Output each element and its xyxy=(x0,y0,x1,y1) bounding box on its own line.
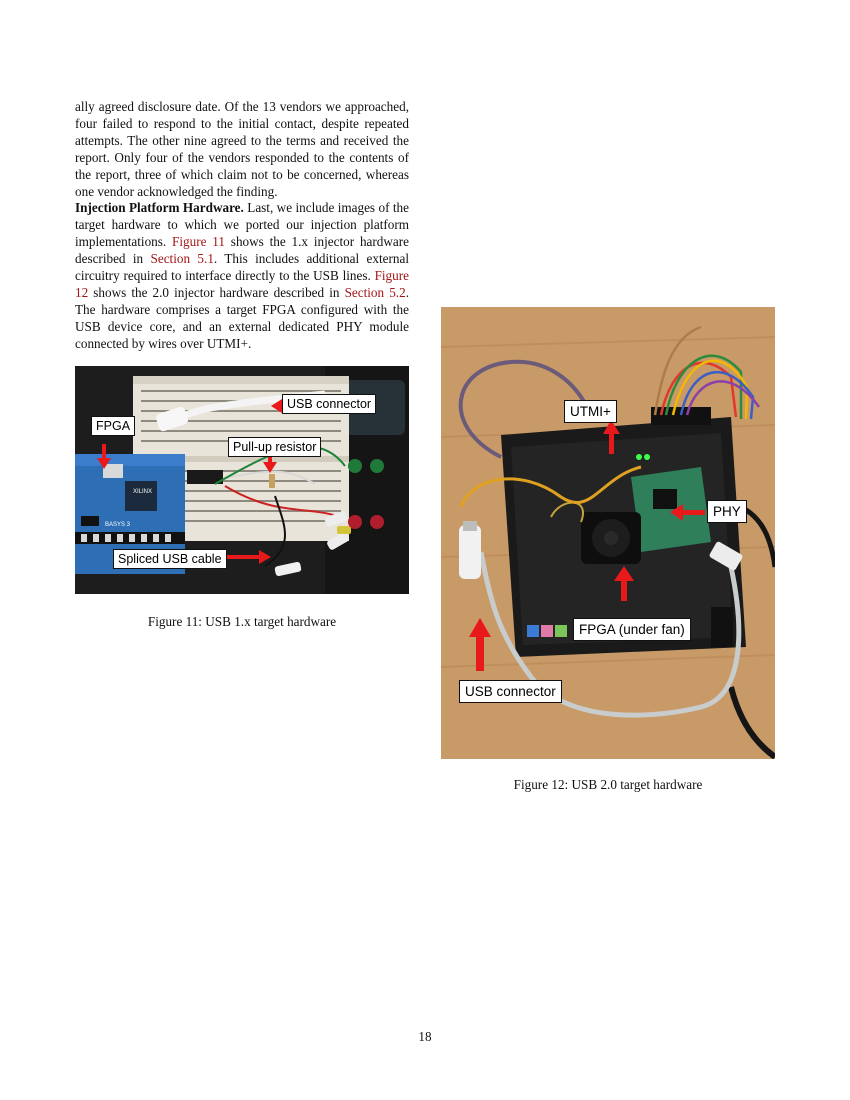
xilinx-logo-text: XILINX xyxy=(133,489,153,495)
label-pullup-resistor: Pull-up resistor xyxy=(228,437,321,457)
run-in-heading: Injection Platform Hardware. xyxy=(75,200,244,216)
label-utmi: UTMI+ xyxy=(564,400,617,423)
section-5-1-link[interactable]: Section 5.1 xyxy=(150,251,214,267)
paragraph-disclosure: ally agreed disclosure date. Of the 13 vendors we approached, four failed to respond to the initial contact, despite repeated attempts. The other nine agreed to the terms and received the report. Only four of the vendors responded to the contents of the report, three of which claim not to be concerned, whereas one vendor acknowledged the finding. xyxy=(75,99,409,199)
figure-11-link[interactable]: Figure 11 xyxy=(172,234,225,250)
figure-12-photo xyxy=(441,307,775,759)
text-run: . The hardware comprises a target FPGA configured with the USB device core, and an external dedicated PHY module connected by wires over UTMI+. xyxy=(75,284,409,351)
text-run: . This includes additional external circuitry required to interface directly to the USB lines. xyxy=(75,251,410,284)
figure-11-photo xyxy=(75,366,409,594)
paragraph-injection-platform xyxy=(75,200,409,352)
figure-11-caption: Figure 11: USB 1.x target hardware xyxy=(147,614,337,629)
text-run: Last, we include images of the target hardware to which we ported our injection platform implementations. xyxy=(75,200,409,250)
text-run: shows the 2.0 injector hardware described in xyxy=(88,284,345,300)
label-fpga: FPGA xyxy=(91,416,135,436)
label-phy: PHY xyxy=(707,500,747,523)
label-spliced-usb-cable: Spliced USB cable xyxy=(113,549,227,569)
figure-12-caption: Figure 12: USB 2.0 target hardware xyxy=(513,777,703,792)
body-text-column xyxy=(75,99,409,353)
page-number: 18 xyxy=(418,1029,432,1044)
label-fpga-under-fan: FPGA (under fan) xyxy=(573,618,691,641)
basys-logo-text: BASYS 3 xyxy=(105,522,131,528)
section-5-2-link[interactable]: Section 5.2 xyxy=(344,284,406,300)
label-usb-connector: USB connector xyxy=(282,394,376,414)
figure-12-link[interactable]: Figure 12 xyxy=(75,268,409,300)
text-run: shows the 1.x injector hardware described in xyxy=(75,234,409,267)
label-usb-connector-2: USB connector xyxy=(459,680,562,703)
